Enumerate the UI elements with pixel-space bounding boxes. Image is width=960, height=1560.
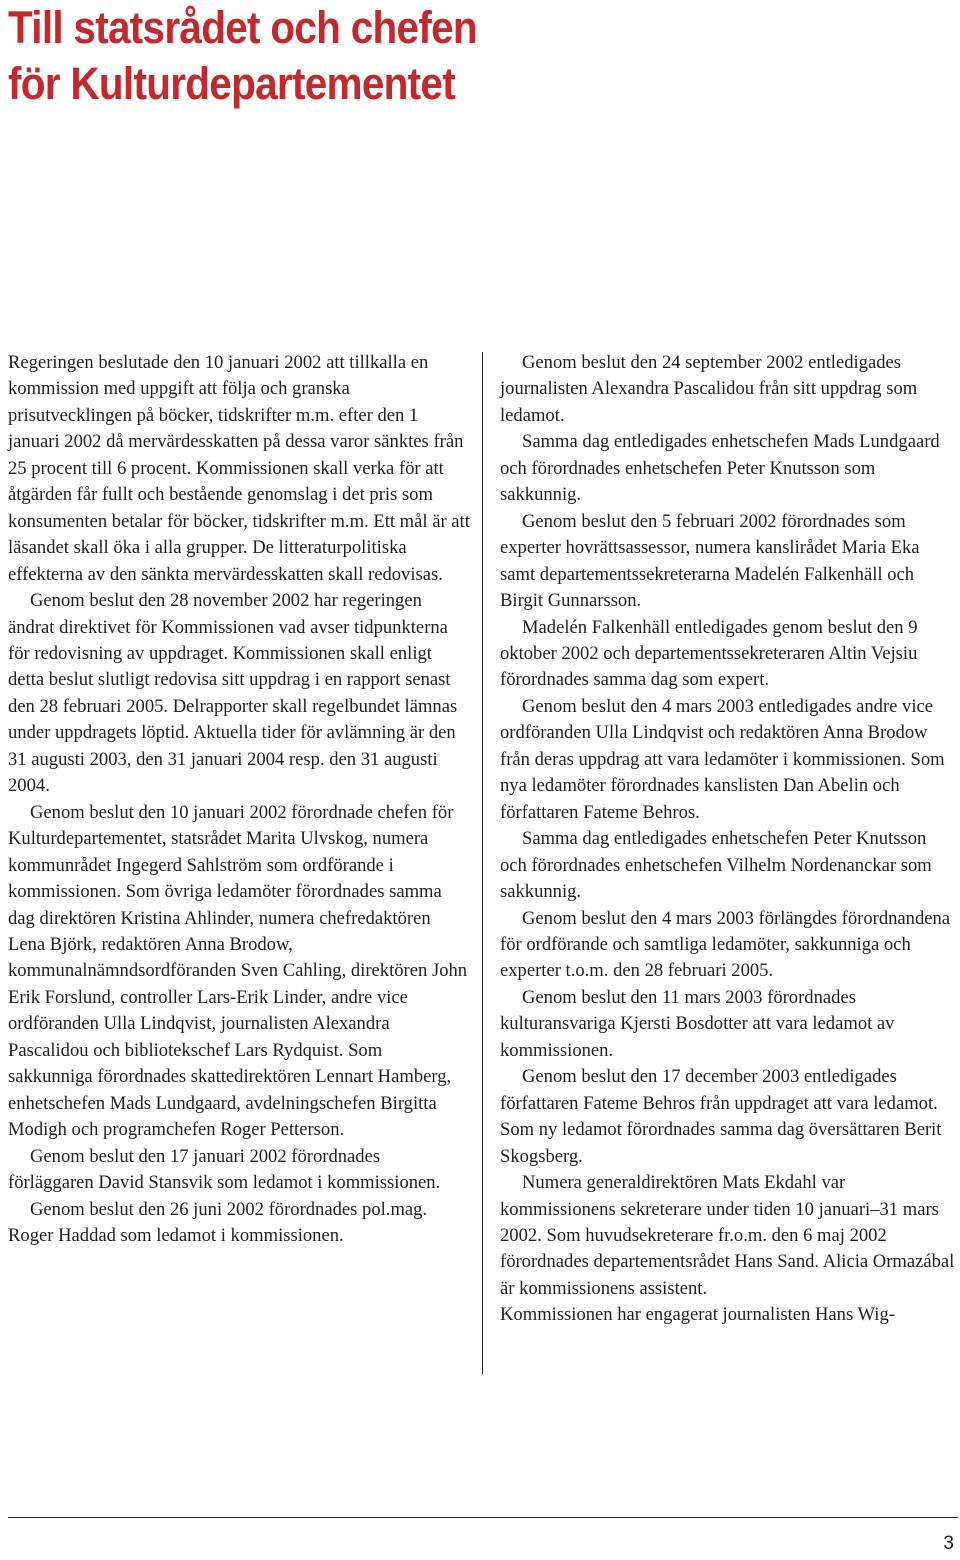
paragraph: Genom beslut den 4 mars 2003 förlängdes förordnandena för ordförande och samtliga ledamöter, sakkunniga och experter t.o.m. den 28 februari 2005.	[500, 907, 951, 982]
footer-rule	[8, 1517, 958, 1518]
paragraph: Genom beslut den 4 mars 2003 entledigades andre vice ordföranden Ulla Lindqvist och redaktören Anna Brodow från deras uppdrag att vara ledamöter i kommissionen. Som nya ledamöter förordnades kanslisten Dan Abelin och författaren Fateme Behros.	[500, 695, 945, 823]
paragraph: Genom beslut den 26 juni 2002 förordnades pol.mag. Roger Haddad som ledamot i kommissionen.	[8, 1198, 428, 1246]
page-number: 3	[943, 1533, 954, 1554]
paragraph: Genom beslut den 11 mars 2003 förordnades kulturansvariga Kjersti Bosdotter att vara ledamot av kommissionen.	[500, 986, 895, 1061]
page-title-line-2: för Kulturdepartementet	[8, 58, 455, 109]
paragraph: Numera generaldirektören Mats Ekdahl var kommissionens sekreterare under tiden 10 januari–31 mars 2002. Som huvudsekreterare fr.o.m. den 6 maj 2002 förordnades departementsrådet Hans Sand. Alicia Ormazábal är kommissionens assistent.	[500, 1172, 955, 1299]
paragraph: Genom beslut den 17 januari 2002 förordnades förläggaren David Stansvik som ledamot i kommissionen.	[8, 1145, 441, 1194]
paragraph: Madelén Falkenhäll entledigades genom beslut den 9 oktober 2002 och departementssekreteraren Altin Vejsiu förordnades samma dag som expert.	[500, 616, 918, 691]
column-divider	[482, 352, 483, 1374]
paragraph: Kommissionen har engagerat journalisten Hans Wig-	[500, 1304, 895, 1326]
paragraph: Genom beslut den 28 november 2002 har regeringen ändrat direktivet för Kommissionen vad avser tidpunkterna för redovisning av uppdraget. Kommissionen skall enligt detta beslut slutligt redovisa sitt uppdrag i en rapport senast den 28 februari 2005. Delrapporter skall regelbundet lämnas under uppdragets löptid. Aktuella tider för avlämning är den 31 augusti 2003, den 31 januari 2004 resp. den 31 augusti 2004.	[8, 590, 458, 797]
paragraph: Genom beslut den 24 september 2002 entledigades journalisten Alexandra Pascalidou från sitt uppdrag som ledamot.	[500, 352, 918, 426]
right-column	[500, 350, 956, 1329]
paragraph: Genom beslut den 17 december 2003 entledigades författaren Fateme Behros från uppdraget att vara ledamot. Som ny ledamot förordnades samma dag översättaren Berit Skogsberg.	[500, 1066, 942, 1167]
paragraph: Samma dag entledigades enhetschefen Peter Knutsson och förordnades enhetschefen Vilhelm Nordenanckar som sakkunnig.	[500, 828, 932, 903]
paragraph: Samma dag entledigades enhetschefen Mads Lundgaard och förordnades enhetschefen Peter Knutsson som sakkunnig.	[500, 431, 940, 506]
left-column	[8, 350, 470, 1249]
page-title	[8, 0, 477, 112]
paragraph: Genom beslut den 10 januari 2002 förordnade chefen för Kulturdepartementet, statsrådet Marita Ulvskog, numera kommunrådet Ingegerd Sahlström som ordförande i kommissionen. Som övriga ledamöter förordnades samma dag direktören Kristina Ahlinder, numera chefredaktören Lena Björk, redaktören Anna Brodow, kommunalnämndsordföranden Sven Cahling, direktören John Erik Forslund, controller Lars-Erik Linder, andre vice ordföranden Ulla Lindqvist, journalisten Alexandra Pascalidou och bibliotekschef Lars Rydquist. Som sakkunniga förordnades skattedirektören Lennart Hamberg, enhetschefen Mads Lundgaard, avdelningschefen Birgitta Modigh och programchefen Roger Petterson.	[8, 801, 468, 1141]
paragraph: Regeringen beslutade den 10 januari 2002 att tillkalla en kommission med uppgift att följa och granska prisutvecklingen på böcker, tidskrifter m.m. efter den 1 januari 2002 då mervärdesskatten på dessa varor sänktes från 25 procent till 6 procent. Kommissionen skall verka för att åtgärden får fullt och bestående genomslag i det pris som konsumenten betalar för böcker, tidskrifter m.m. Ett mål är att läsandet skall öka i alla grupper. De litteraturpolitiska effekterna av den sänkta mervärdesskatten skall redovisas.	[8, 352, 470, 585]
paragraph: Genom beslut den 5 februari 2002 förordnades som experter hovrättsassessor, numera kanslirådet Maria Eka samt departementssekreterarna Madelén Falkenhäll och Birgit Gunnarsson.	[500, 510, 920, 612]
page-title-line-1: Till statsrådet och chefen	[8, 2, 477, 53]
